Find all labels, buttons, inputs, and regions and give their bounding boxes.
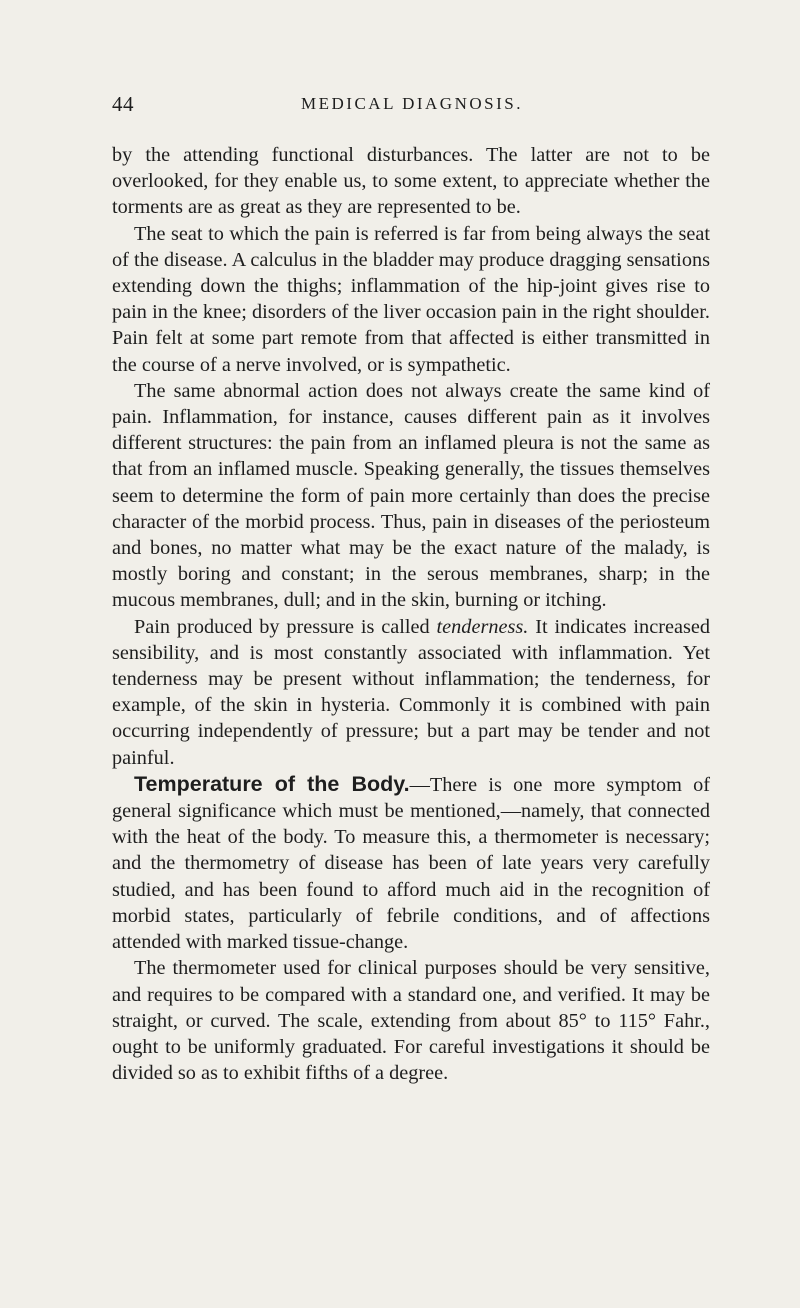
- paragraph-temperature-text: —There is one more symptom of general significance which must be mentioned,—namely, that connected with the heat of the body. To measure this, a thermometer is necessary; and the thermometry of disease has been of late years very carefully studied, and has been found to afford much aid in the recognition of morbid states, particularly of febrile conditions, and of affections attended with marked tissue-change.: [112, 773, 711, 954]
- page-number: 44: [112, 92, 134, 116]
- paragraph-thermometer: The thermometer used for clinical purposes should be very sensitive, and requires to be compared with a standard one, and verified. It may be straight, or curved. The scale, extending from about 85° to 115° Fahr., ought to be uniformly graduated. For careful investigations it should be divided so as to exhibit fifths of a degree.: [112, 957, 710, 1085]
- paragraph-tenderness-rest: It indicates increased sensibility, and is most constantly associated with inflammation. Yet tenderness may be present without inflammation; the tenderness, for example, of the skin in hysteria. Commonly it is combined with pain occurring independently of pressure; but a part may be tender and not painful.: [112, 615, 710, 769]
- body-text: [112, 142, 710, 1086]
- term-tenderness: tenderness.: [436, 615, 529, 638]
- paragraph-kind-of-pain: The same abnormal action does not always create the same kind of pain. Inflammation, for instance, causes different pain as it involves different structures: the pain from an inflamed pleura is not the same as that from an inflamed muscle. Speaking generally, the tissues themselves seem to determine the form of pain more certainly than does the precise character of the morbid process. Thus, pain in diseases of the periosteum and bones, no matter what may be the exact nature of the malady, is mostly boring and constant; in the serous membranes, sharp; in the mucous membranes, dull; and in the skin, burning or itching.: [112, 379, 710, 612]
- paragraph-tenderness-lead: Pain produced by pressure is called: [134, 615, 437, 638]
- section-heading-temperature: Temperature of the Body.: [134, 771, 410, 796]
- page-header: [112, 92, 712, 122]
- paragraph-tenderness: [112, 614, 710, 771]
- paragraph-continued: by the attending functional disturbances. The latter are not to be overlooked, for they enable us, to some extent, to appreciate whether the torments are as great as they are represented to be.: [112, 144, 710, 219]
- paragraph-seat-of-pain: The seat to which the pain is referred is far from being always the seat of the disease. A calculus in the bladder may produce dragging sensations extending down the thighs; inflammation of the hip-joint gives rise to pain in the knee; disorders of the liver occasion pain in the right shoulder. Pain felt at some part remote from that affected is either transmitted in the course of a nerve involved, or is sympathetic.: [112, 222, 710, 376]
- paragraph-temperature: [112, 771, 710, 955]
- running-head: MEDICAL DIAGNOSIS.: [301, 94, 523, 113]
